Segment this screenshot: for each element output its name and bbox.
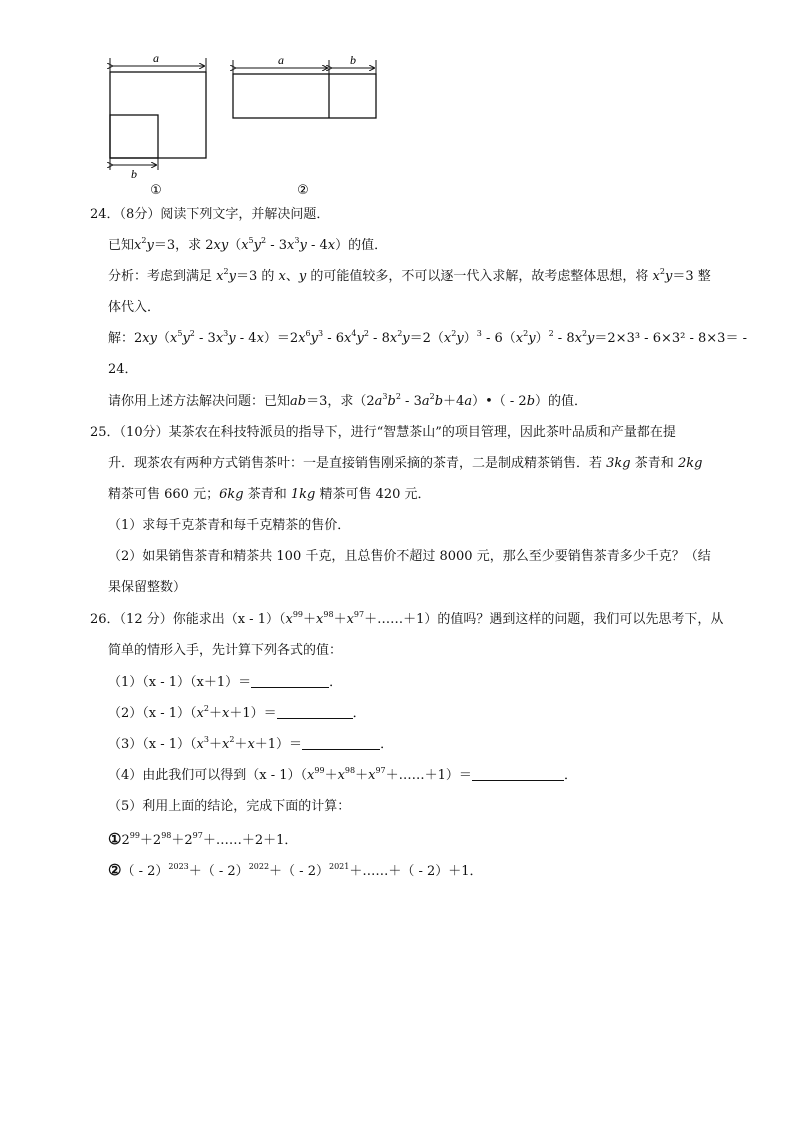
q24-solution-line2: 24． [108,362,138,377]
answer-blank-1[interactable] [251,675,329,688]
q25-sub1: （1）求每千克茶青和每千克精茶的售价． [108,518,351,533]
q24-analysis-line2: 体代入． [108,300,161,315]
q26-sub3: $(3)(x - 1)(x^3+x^2+x+1)=$ ． [108,735,394,752]
label-b-2: b [350,53,356,67]
q26-sub2: $(2)(x - 1)(x^2+x+1)=$ ． [108,704,366,721]
long-rectangle [233,74,376,118]
small-square [110,115,158,158]
q26-line2: 简单的情形入手，先计算下列各式的值： [108,643,343,658]
q26-calc2: ②（ - 2）$^{2023}$＋（ - 2）$^{2022}$＋（ - 2）$^{2021}$＋……＋（ - 2）＋1． [108,861,483,879]
q25-line1: 25．（10分）某茶农在科技特派员的指导下，进行“智慧茶山”的项目管理，因此茶叶品质和产量都在提 [90,425,676,440]
q26-line1: 26．（12 分）你能求出$(x - 1)(x^{99}+x^{98}+x^{97}+\dots\dots+1)$的值吗？遇到这样的问题，我们可以先思考下，从 [90,610,724,627]
q26-sub5: （5）利用上面的结论，完成下面的计算： [108,799,351,814]
q24-solution: 解：$2xy(x^5y^2 - 3x^3y - 4x)=2x^6y^3 - 6x^4y^2 - 8x^2y=2(x^2y)^3 - 6(x^2y)^2 - 8x^2y=2\times 3^3 - 6\times 3^2 - 8\times 3=$ - [108,329,747,346]
answer-blank-3[interactable] [302,737,380,750]
q25-line2: 升．现茶农有两种方式销售茶叶：一是直接销售刚采摘的茶青，二是制成精茶销售．若 3kg 茶青和 2kg [108,456,703,471]
q24-known: 已知$x^2y=3$，求 $2xy(x^5y^2 - 3x^3y - 4x)$的值． [108,236,388,253]
q25-sub2: （2）如果销售茶青和精茶共 100 千克，且总售价不超过 8000 元，那么至少要销售茶青多少千克？（结 [108,549,711,564]
q24-analysis: 分析：考虑到满足 $x^2y=3$ 的 x、y 的可能值较多，不可以逐一代入求解，故考虑整体思想，将 $x^2y=3$ 整 [108,267,711,284]
q24-task: 请你用上述方法解决问题：已知ab＝3，求（$2a^3b^2$ - $3a^2b+4a)•( - 2b)$的值． [108,392,588,409]
geometry-figure [100,48,390,208]
rectangle-figures [100,48,390,208]
q24-title: 24．（8分）阅读下列文字，并解决问题． [90,207,330,222]
answer-blank-2[interactable] [277,706,353,719]
label-a-1: a [153,51,159,65]
q25-line3: 精茶可售 660 元；6kg 茶青和 1kg 精茶可售 420 元． [108,487,431,502]
q26-sub1: （1）（x - 1）（x＋1）＝ ． [108,675,343,690]
q25-sub2-line2: 果保留整数） [108,580,187,595]
caption-2: ② [297,183,309,198]
label-a-2: a [278,53,284,67]
caption-1: ① [150,183,162,198]
answer-blank-4[interactable] [472,768,564,781]
q26-calc1: $①2^{99}+2^{98}+2^{97}+\dots\dots+2+1$． [108,830,298,848]
label-b-1: b [131,167,137,181]
q26-sub4: （4）由此我们可以得到$(x - 1)(x^{99}+x^{98}+x^{97}+\dots\dots+1)=$ ． [108,766,577,783]
